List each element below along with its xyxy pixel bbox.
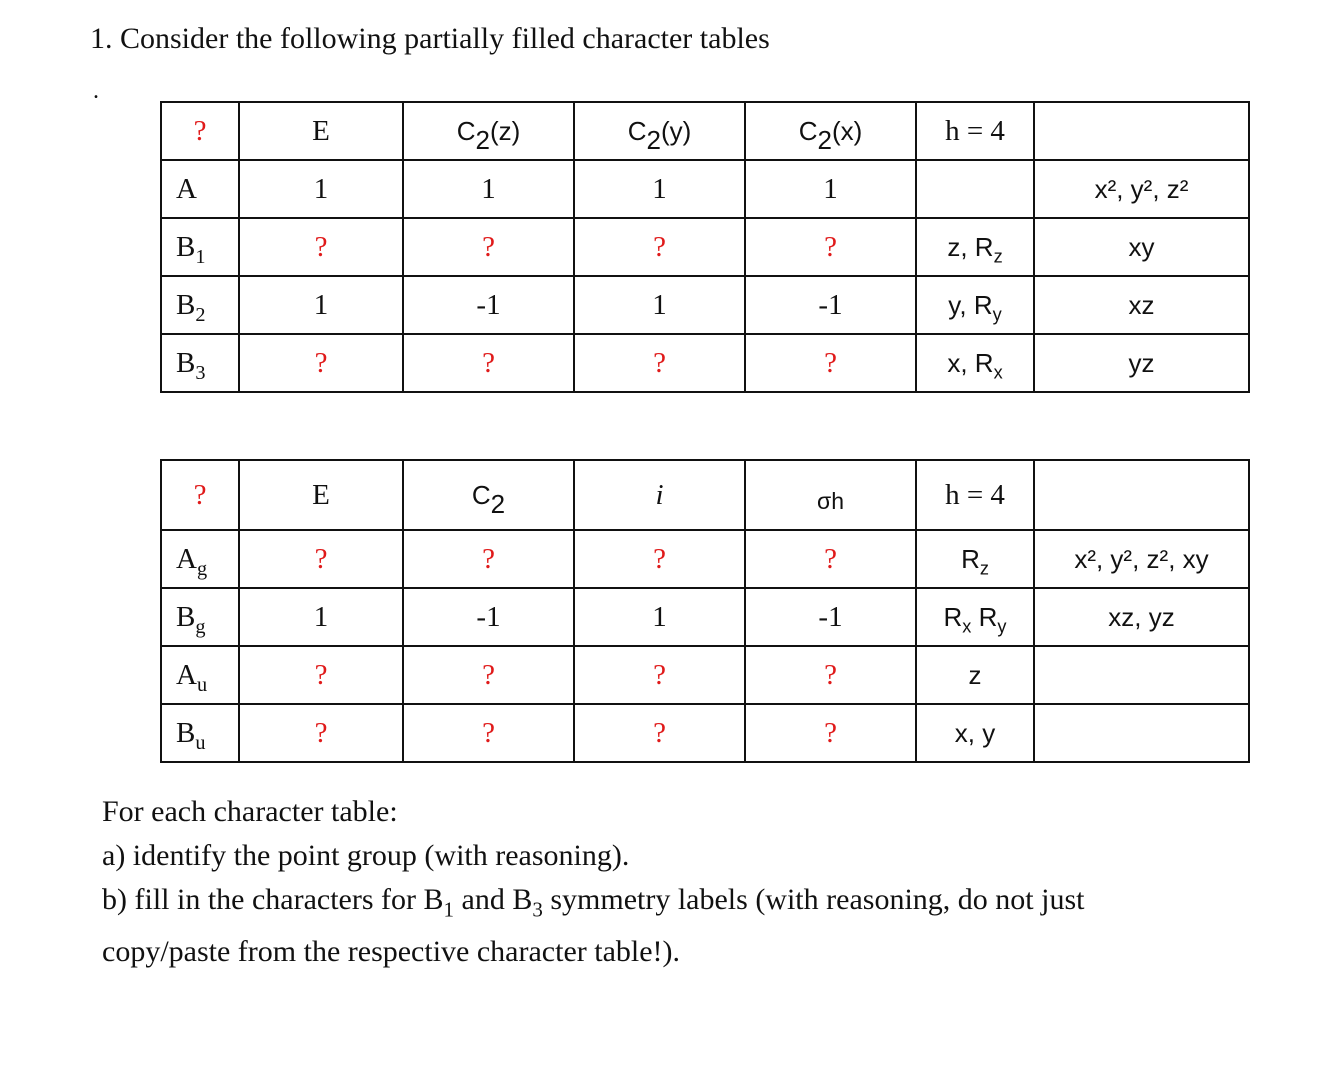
char-cell: 1 [574, 276, 745, 334]
irrep-label: $A_g$ [161, 530, 239, 588]
linear-functions: y, $R_y$ [916, 276, 1034, 334]
unknown-char-cell: ? [574, 646, 745, 704]
unknown-char-cell: ? [239, 646, 403, 704]
unknown-char-cell: ? [574, 218, 745, 276]
quadratic-functions: xz, yz [1034, 588, 1249, 646]
table1-header-order: h = 4 [916, 102, 1034, 160]
unknown-char-cell: ? [403, 218, 574, 276]
char-cell: 1 [574, 160, 745, 218]
table2-row-Bu [161, 704, 1249, 762]
table2-header-blank [1034, 460, 1249, 530]
unknown-char-cell: ? [574, 530, 745, 588]
unknown-char-cell: ? [403, 646, 574, 704]
table2-header-order: h = 4 [916, 460, 1034, 530]
table1-header-blank [1034, 102, 1249, 160]
instruction-a: a) identify the point group (with reasoning). [102, 839, 630, 872]
instruction-b-continued: copy/paste from the respective character table!). [102, 935, 681, 968]
instructions [102, 790, 1084, 974]
quadratic-functions: xz [1034, 276, 1249, 334]
quadratic-functions [1034, 704, 1249, 762]
unknown-char-cell: ? [574, 334, 745, 392]
unknown-char-cell: ? [745, 704, 916, 762]
irrep-label: $B_1$ [161, 218, 239, 276]
linear-functions: z [916, 646, 1034, 704]
quadratic-functions: xy [1034, 218, 1249, 276]
unknown-char-cell: ? [239, 218, 403, 276]
char-cell: 1 [574, 588, 745, 646]
bullet-dot: . [93, 78, 99, 104]
table1-header-row [161, 102, 1249, 160]
char-cell: -1 [403, 276, 574, 334]
table2-header-row [161, 460, 1249, 530]
irrep-label: $B_g$ [161, 588, 239, 646]
character-table-1 [160, 101, 1250, 393]
char-cell: 1 [239, 276, 403, 334]
unknown-char-cell: ? [745, 646, 916, 704]
quadratic-functions: x², y², z² [1034, 160, 1249, 218]
table2-row-Bg [161, 588, 1249, 646]
table2-group-unknown: ? [161, 460, 239, 530]
linear-functions: $R_x$ $R_y$ [916, 588, 1034, 646]
table2-header-E: E [239, 460, 403, 530]
table1-row-B2 [161, 276, 1249, 334]
quadratic-functions: yz [1034, 334, 1249, 392]
table2-header-c2: $C_2$ [403, 460, 574, 530]
unknown-char-cell: ? [745, 218, 916, 276]
char-cell: -1 [403, 588, 574, 646]
char-cell: 1 [403, 160, 574, 218]
table2-header-inversion: i [574, 460, 745, 530]
irrep-label: $A_u$ [161, 646, 239, 704]
character-table-2 [160, 459, 1250, 763]
linear-functions: z, $R_z$ [916, 218, 1034, 276]
unknown-char-cell: ? [239, 530, 403, 588]
irrep-label: $B_3$ [161, 334, 239, 392]
unknown-char-cell: ? [745, 334, 916, 392]
unknown-char-cell: ? [574, 704, 745, 762]
unknown-char-cell: ? [403, 334, 574, 392]
irrep-label: A [161, 160, 239, 218]
linear-functions: x, y [916, 704, 1034, 762]
table1-row-B1 [161, 218, 1249, 276]
char-cell: 1 [745, 160, 916, 218]
char-cell: 1 [239, 588, 403, 646]
table1-header-c2x: $C_2(x)$ [745, 102, 916, 160]
table2-header-sigma-h: σh [745, 460, 916, 530]
table1-header-c2y: $C_2(y)$ [574, 102, 745, 160]
irrep-label: $B_2$ [161, 276, 239, 334]
unknown-char-cell: ? [745, 530, 916, 588]
table2-row-Au [161, 646, 1249, 704]
quadratic-functions [1034, 646, 1249, 704]
quadratic-functions: x², y², z², xy [1034, 530, 1249, 588]
table1-header-E: E [239, 102, 403, 160]
unknown-char-cell: ? [403, 530, 574, 588]
linear-functions [916, 160, 1034, 218]
table1-row-A [161, 160, 1249, 218]
instructions-intro: For each character table: [102, 795, 398, 828]
instruction-b: b) fill in the characters for $B_1$ and $B_3$ symmetry labels (with reasoning, do not just [102, 883, 1085, 922]
linear-functions: x, $R_x$ [916, 334, 1034, 392]
unknown-char-cell: ? [403, 704, 574, 762]
irrep-label: $B_u$ [161, 704, 239, 762]
table2-row-Ag [161, 530, 1249, 588]
char-cell: -1 [745, 276, 916, 334]
char-cell: 1 [239, 160, 403, 218]
table1-row-B3 [161, 334, 1249, 392]
table1-group-unknown: ? [161, 102, 239, 160]
table1-header-c2z: $C_2(z)$ [403, 102, 574, 160]
unknown-char-cell: ? [239, 704, 403, 762]
char-cell: -1 [745, 588, 916, 646]
linear-functions: $R_z$ [916, 530, 1034, 588]
question-title: 1. Consider the following partially filled character tables [90, 22, 770, 55]
unknown-char-cell: ? [239, 334, 403, 392]
